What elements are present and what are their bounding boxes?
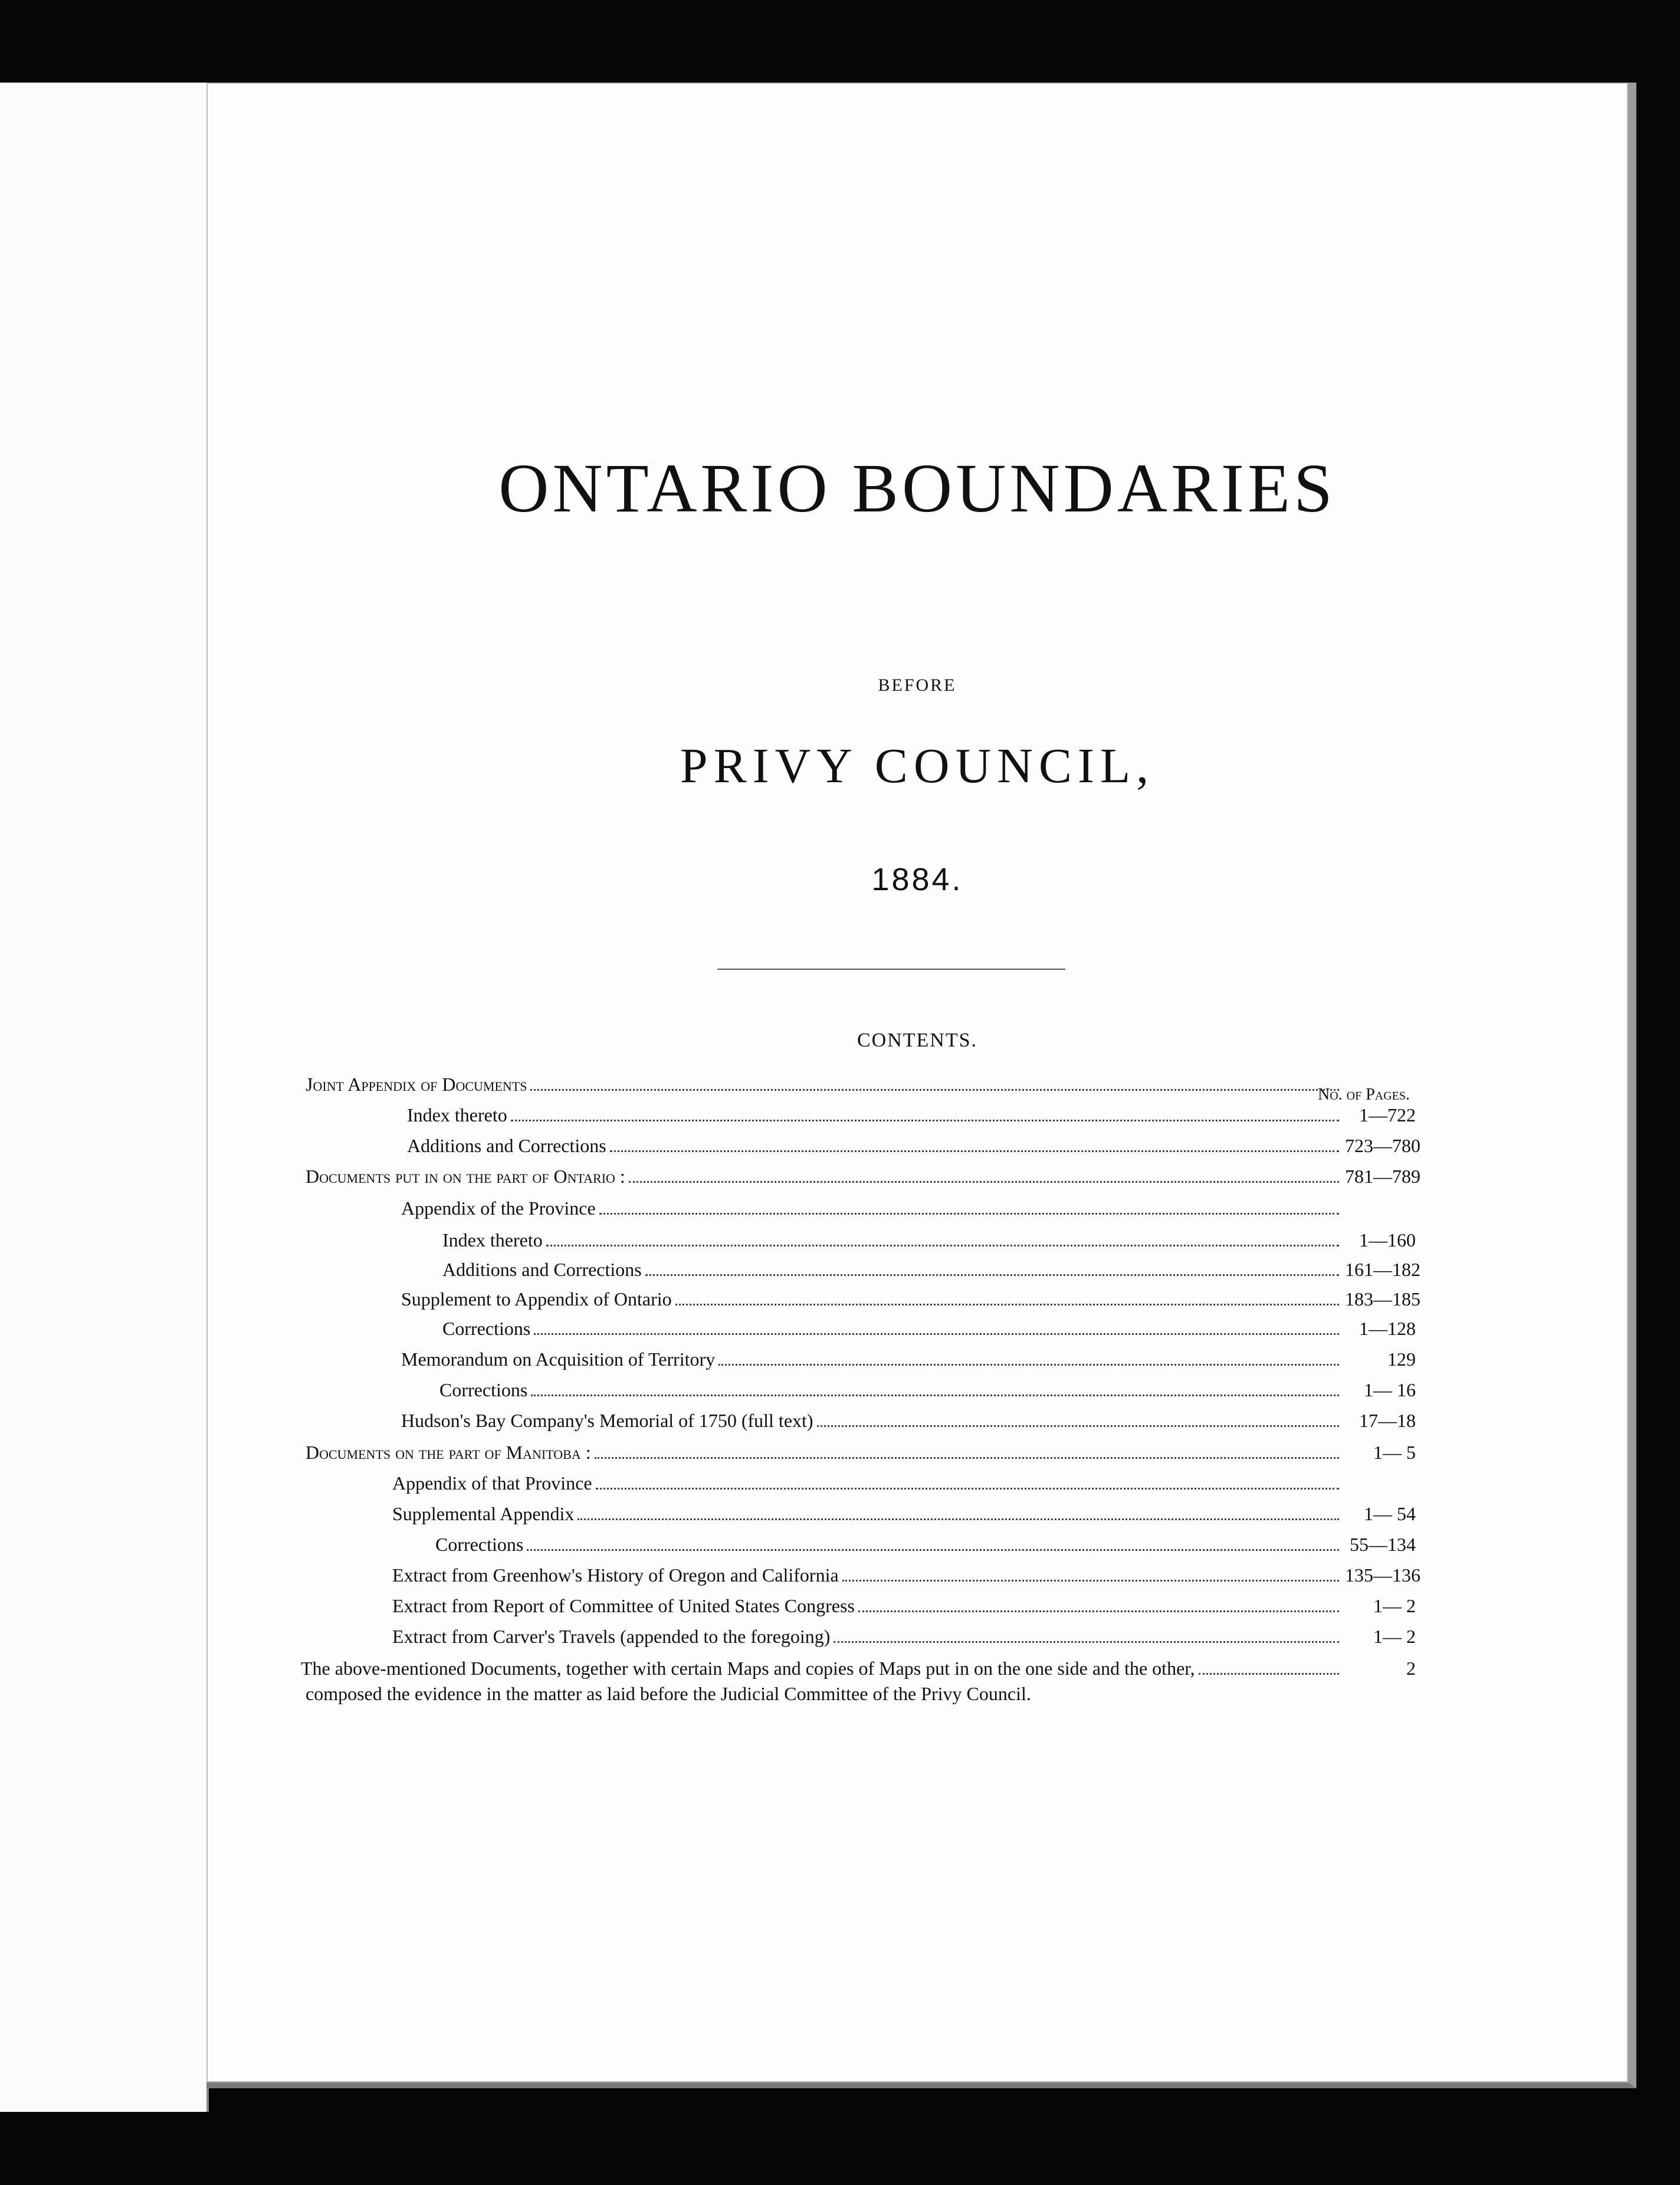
contents-entry xyxy=(392,1557,1420,1587)
contents-entry xyxy=(392,1588,1416,1618)
contents-entry xyxy=(401,1341,1416,1371)
contents-entry xyxy=(401,1190,1416,1220)
leader-dots xyxy=(527,1548,1339,1551)
contents-entry xyxy=(392,1619,1416,1648)
contents-entry-pages: 1— 5 xyxy=(1373,1442,1416,1463)
contents-entry-pages: 1—160 xyxy=(1359,1229,1416,1251)
document-year: 1884. xyxy=(871,862,963,897)
contents-entry-label: Corrections xyxy=(439,1379,528,1400)
contents-entry-label: Appendix of the Province xyxy=(401,1198,596,1219)
contents-entry xyxy=(435,1527,1416,1556)
contents-entry-label: Supplemental Appendix xyxy=(392,1503,575,1524)
contents-entry-label: Index thereto xyxy=(442,1229,543,1251)
contents-entry-label: Supplement to Appendix of Ontario xyxy=(401,1288,672,1310)
contents-entry-pages: 1— 54 xyxy=(1364,1503,1416,1524)
contents-entry-label: Hudson's Bay Company's Memorial of 1750 (full text) xyxy=(401,1410,813,1431)
leader-dots xyxy=(534,1333,1339,1335)
contents-entry-label: Documents on the part of Manitoba : xyxy=(306,1442,591,1463)
pages-column-header: No. of Pages. xyxy=(1317,1085,1410,1104)
contents-entry xyxy=(306,1159,1420,1188)
leader-dots xyxy=(645,1274,1339,1276)
document-subtitle: PRIVY COUNCIL, xyxy=(680,739,1155,793)
contents-entry xyxy=(401,1281,1420,1311)
leader-dots xyxy=(858,1610,1339,1612)
leader-dots xyxy=(675,1303,1339,1305)
contents-entry xyxy=(439,1372,1416,1402)
contents-entry-label: Extract from Report of Committee of United States Congress xyxy=(392,1595,855,1616)
leader-dots xyxy=(1199,1672,1339,1675)
document-title: ONTARIO BOUNDARIES xyxy=(498,450,1336,527)
contents-entry xyxy=(407,1097,1416,1127)
leader-dots xyxy=(718,1363,1339,1366)
leader-dots xyxy=(511,1119,1339,1121)
leader-dots xyxy=(531,1394,1339,1396)
contents-entry-pages: 723—780 xyxy=(1345,1135,1420,1156)
leader-dots xyxy=(629,1180,1339,1183)
contents-entry-pages: 1— 2 xyxy=(1373,1595,1416,1616)
contents-entry-pages: 1—722 xyxy=(1359,1104,1416,1126)
contents-entry xyxy=(306,1067,1416,1096)
contents-entry-label: Appendix of that Province xyxy=(392,1472,592,1494)
leader-dots xyxy=(578,1518,1339,1520)
contents-entry-label: Extract from Greenhow's History of Oregon and California xyxy=(392,1564,839,1586)
leader-dots xyxy=(595,1456,1339,1459)
contents-heading: CONTENTS. xyxy=(857,1029,978,1051)
contents-entry-label: Additions and Corrections xyxy=(442,1259,642,1280)
leader-dots xyxy=(596,1487,1339,1490)
contents-entry-pages: 1— 2 xyxy=(1373,1626,1416,1647)
contents-entry-pages: 1—128 xyxy=(1359,1318,1416,1339)
divider-rule xyxy=(717,969,1065,970)
contents-entry-label: Corrections xyxy=(435,1534,524,1555)
contents-entry-pages: 129 xyxy=(1387,1349,1416,1370)
contents-entry xyxy=(442,1252,1420,1281)
contents-entry xyxy=(407,1128,1420,1157)
contents-entry-pages: 161—182 xyxy=(1345,1259,1420,1280)
contents-entry-label: Documents put in on the part of Ontario : xyxy=(306,1166,625,1187)
contents-entry-pages: 17—18 xyxy=(1359,1410,1416,1431)
leader-dots xyxy=(834,1641,1339,1643)
contents-entry-label: Memorandum on Acquisition of Territory xyxy=(401,1349,716,1370)
leader-dots xyxy=(546,1244,1339,1246)
contents-entry xyxy=(392,1465,1416,1495)
leader-dots xyxy=(610,1150,1339,1152)
contents-entry-pages: 1— 16 xyxy=(1364,1379,1416,1400)
facing-page xyxy=(0,83,209,2112)
contents-entry xyxy=(306,1435,1416,1464)
contents-entry-pages: 2 xyxy=(1406,1658,1416,1679)
leader-dots xyxy=(842,1579,1339,1582)
title-page xyxy=(206,83,1636,2088)
contents-entry xyxy=(442,1222,1416,1252)
before-label: BEFORE xyxy=(878,675,957,695)
contents-entry xyxy=(401,1403,1416,1432)
leader-dots xyxy=(817,1425,1339,1427)
contents-entry xyxy=(301,1651,1416,1680)
contents-entry-label: The above-mentioned Documents, together with certain Maps and copies of Maps put in on the one side and the other, xyxy=(301,1658,1195,1679)
contents-entry-label: Index thereto xyxy=(407,1104,507,1126)
contents-entry-pages: 135—136 xyxy=(1345,1564,1420,1586)
contents-entry xyxy=(392,1496,1416,1525)
contents-entry-label: Corrections xyxy=(442,1318,531,1339)
contents-entry-label: Additions and Corrections xyxy=(407,1135,606,1156)
leader-dots xyxy=(599,1212,1339,1215)
contents-entry-pages: 781—789 xyxy=(1345,1166,1420,1187)
contents-entry-pages: 183—185 xyxy=(1345,1288,1420,1310)
leader-dots xyxy=(530,1088,1339,1091)
contents-entry-label: Extract from Carver's Travels (appended to the foregoing) xyxy=(392,1626,831,1647)
contents-entry-label: Joint Appendix of Documents xyxy=(306,1074,527,1095)
contents-entry xyxy=(442,1311,1416,1340)
closing-text: composed the evidence in the matter as laid before the Judicial Committee of the Privy Council. xyxy=(306,1683,1031,1704)
contents-entry-pages: 55—134 xyxy=(1350,1534,1416,1555)
